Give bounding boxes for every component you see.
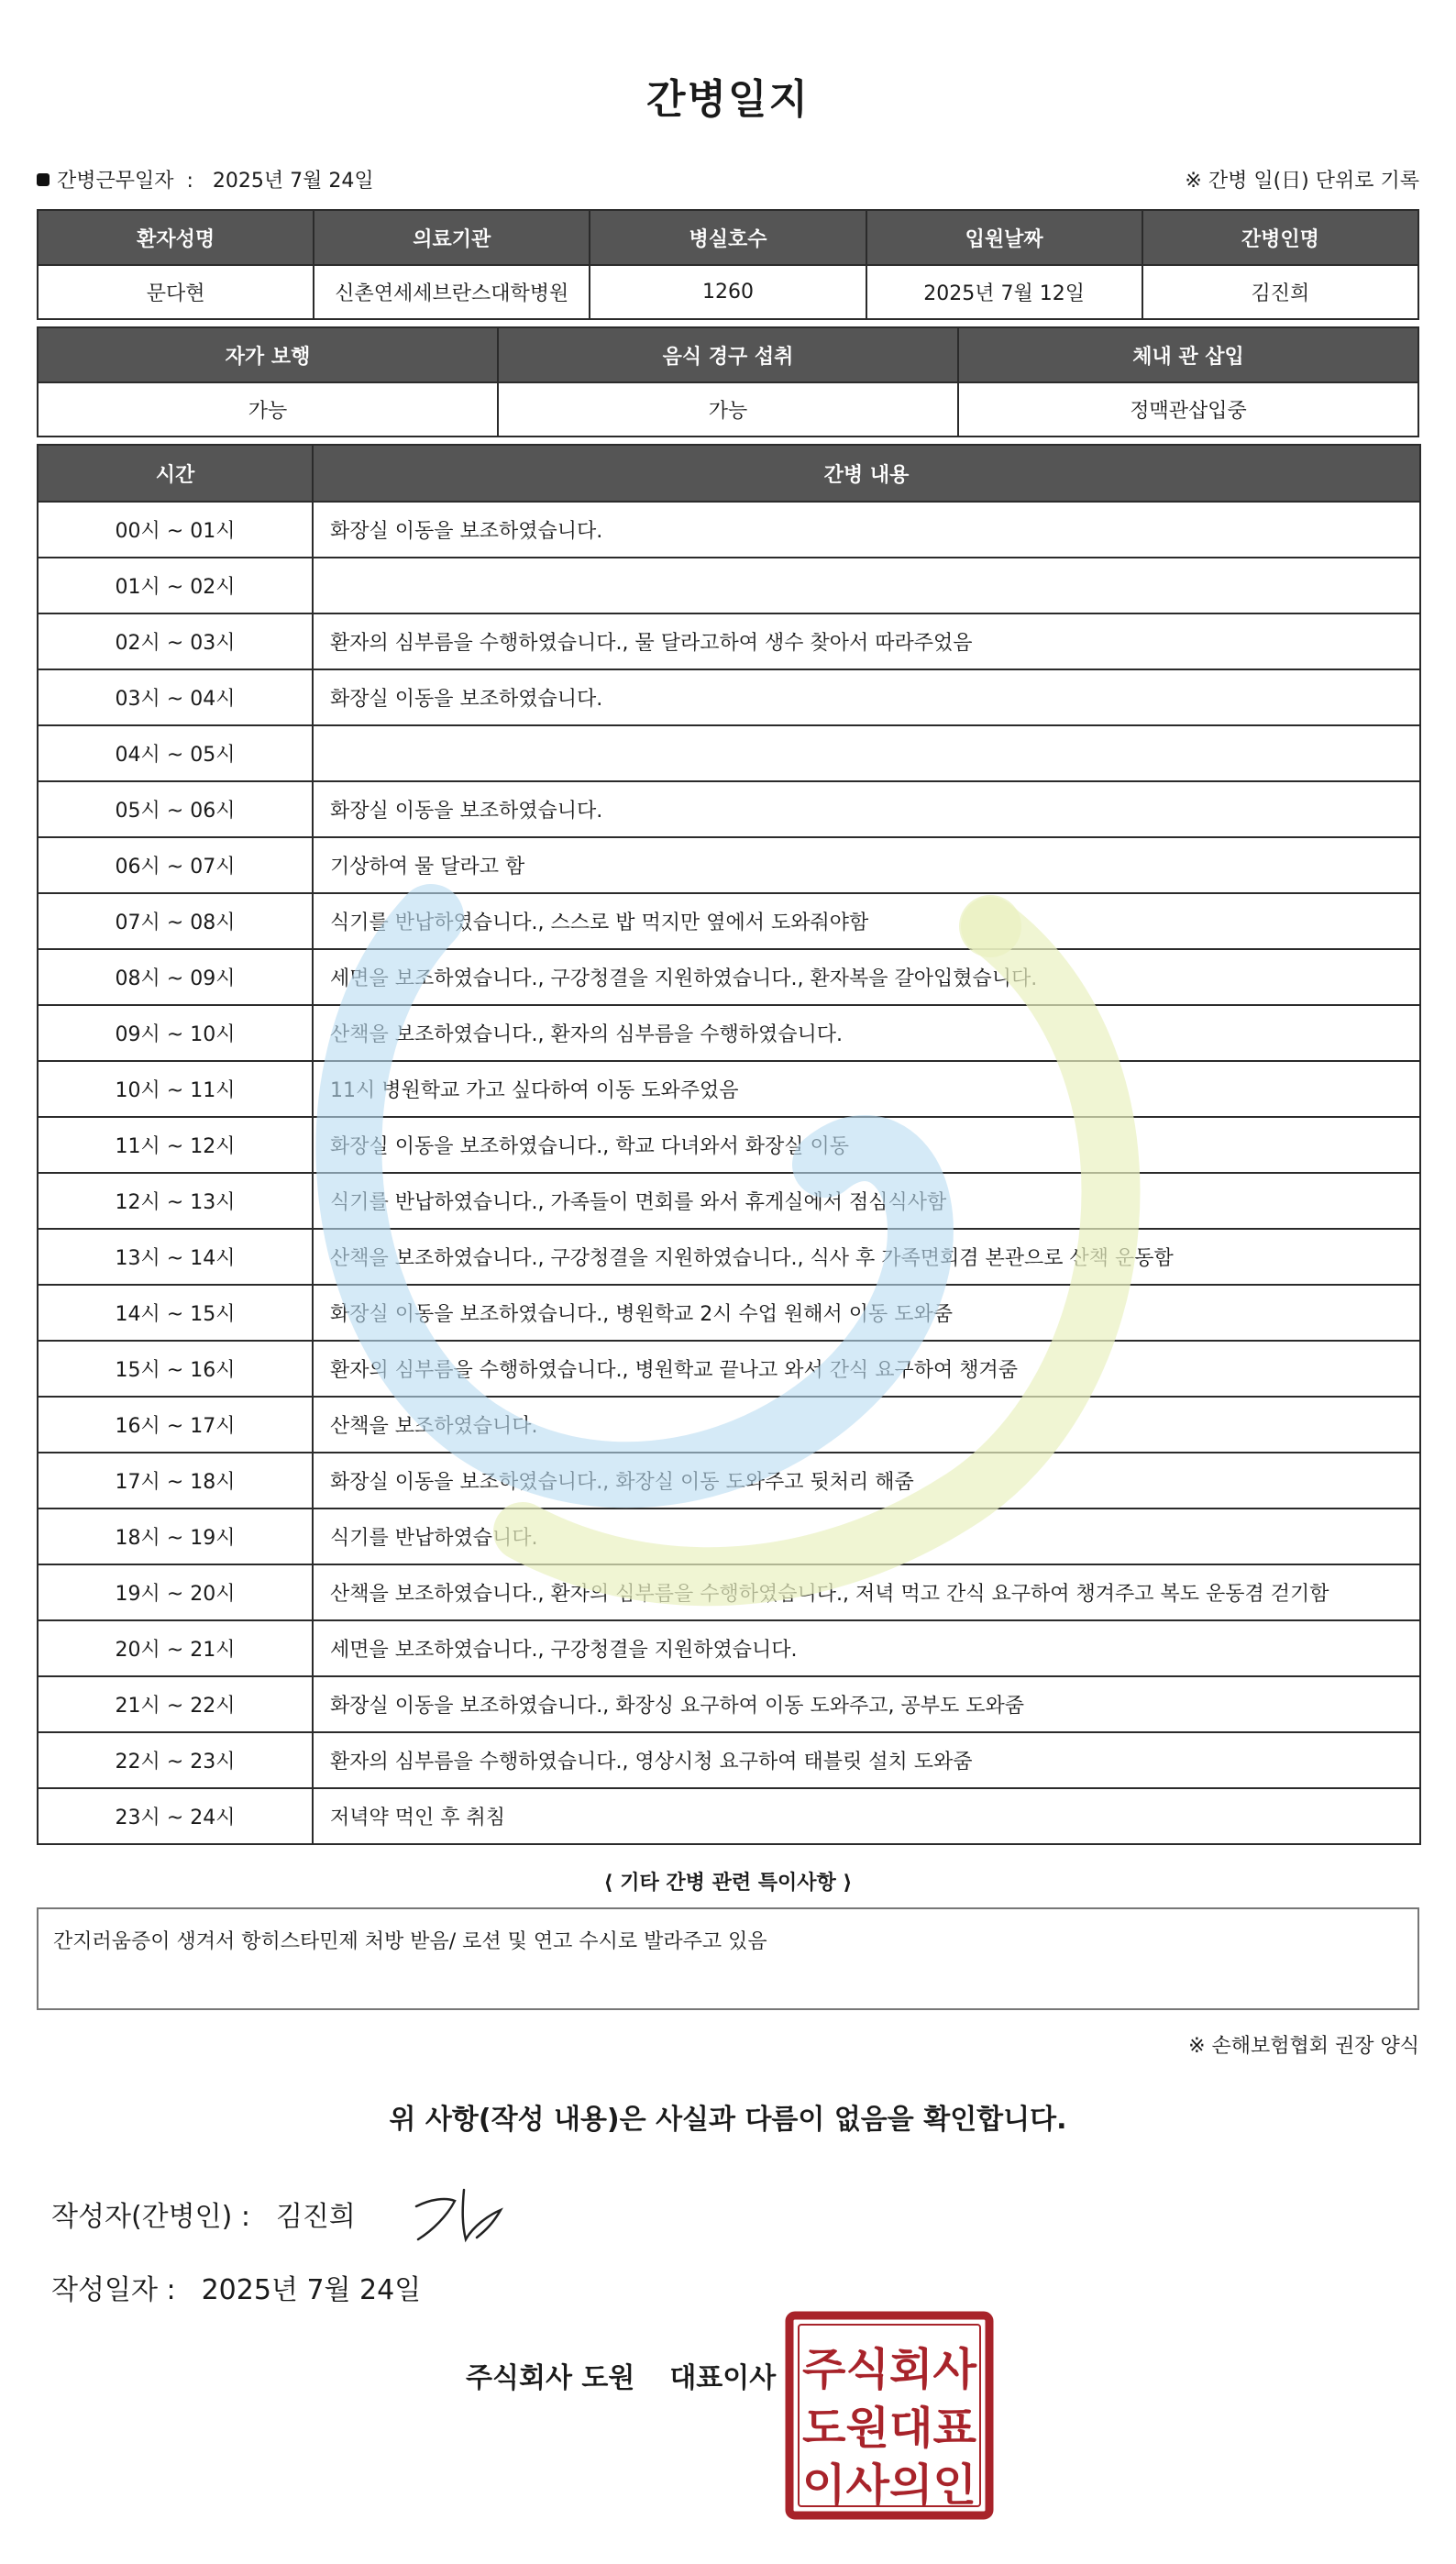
patient-name: 문다현: [38, 265, 314, 319]
table-row: [38, 1564, 1420, 1620]
log-content: 11시 병원학교 가고 싶다하여 이동 도와주었음: [313, 1061, 1420, 1117]
representative-title: 대표이사: [669, 2362, 777, 2394]
company-name: 주식회사 도원: [466, 2362, 635, 2394]
log-time: 02시 ~ 03시: [38, 613, 313, 669]
table-row: [38, 1341, 1420, 1397]
table-row: [38, 558, 1420, 613]
log-content: 화장실 이동을 보조하였습니다.: [313, 669, 1420, 725]
square-bullet-icon: [37, 173, 50, 186]
header-oral-intake: 음식 경구 섭취: [498, 327, 958, 382]
table-row: [38, 1117, 1420, 1173]
header-care-content: 간병 내용: [313, 445, 1420, 502]
table-row: [38, 613, 1420, 669]
log-content: 환자의 심부름을 수행하였습니다., 물 달라고하여 생수 찾아서 따라주었음: [313, 613, 1420, 669]
log-content: 화장실 이동을 보조하였습니다., 학교 다녀와서 화장실 이동: [313, 1117, 1420, 1173]
patient-value-row: [38, 265, 1418, 319]
header-room: 병실호수: [590, 210, 866, 265]
writer-name: 김진희: [275, 2201, 356, 2233]
table-row: [38, 1620, 1420, 1676]
log-content: 환자의 심부름을 수행하였습니다., 병원학교 끝나고 와서 간식 요구하여 챙겨줌: [313, 1341, 1420, 1397]
table-row: [38, 1453, 1420, 1509]
table-row: [38, 1285, 1420, 1341]
writing-date-line: [51, 2267, 421, 2307]
hospital-name: 신촌연세세브란스대학병원: [314, 265, 590, 319]
seal-line-1: 주식회사: [802, 2344, 977, 2395]
table-row: [38, 1229, 1420, 1285]
writer-line: [51, 2194, 356, 2234]
log-time: 05시 ~ 06시: [38, 781, 313, 837]
table-row: [38, 837, 1420, 893]
log-time: 04시 ~ 05시: [38, 725, 313, 781]
log-time: 09시 ~ 10시: [38, 1005, 313, 1061]
confirmation-statement: 위 사항(작성 내용)은 사실과 다름이 없음을 확인합니다.: [389, 2104, 1067, 2136]
walking-status: 가능: [38, 382, 498, 437]
log-content: 화장실 이동을 보조하였습니다.: [313, 781, 1420, 837]
log-time: 16시 ~ 17시: [38, 1397, 313, 1453]
table-row: [38, 781, 1420, 837]
log-content: 화장실 이동을 보조하였습니다., 화장싱 요구하여 이동 도와주고, 공부도 도와줌: [313, 1676, 1420, 1732]
log-time: 06시 ~ 07시: [38, 837, 313, 893]
log-time: 22시 ~ 23시: [38, 1732, 313, 1788]
header-tube: 체내 관 삽입: [958, 327, 1418, 382]
table-row: [38, 1005, 1420, 1061]
header-patient-name: 환자성명: [38, 210, 314, 265]
log-content: [313, 725, 1420, 781]
log-time: 10시 ~ 11시: [38, 1061, 313, 1117]
log-time: 17시 ~ 18시: [38, 1453, 313, 1509]
caregiver-name: 김진희: [1142, 265, 1418, 319]
special-notes-box: [37, 1907, 1419, 2010]
special-notes-text: 간지러움증이 생겨서 항히스타민제 처방 받음/ 로션 및 연고 수시로 발라주고 있음: [53, 1930, 767, 1953]
table-row: [38, 502, 1420, 558]
table-row: [38, 669, 1420, 725]
work-date-label: 간병근무일자: [57, 170, 174, 193]
special-notes-title: ⟨ 기타 간병 관련 특이사항 ⟩: [603, 1872, 853, 1895]
unit-note: ※ 간병 일(日) 단위로 기록: [1185, 170, 1419, 193]
hourly-log-table: [37, 444, 1421, 1845]
header-hospital: 의료기관: [314, 210, 590, 265]
log-content: 화장실 이동을 보조하였습니다.: [313, 502, 1420, 558]
log-time: 13시 ~ 14시: [38, 1229, 313, 1285]
log-content: 식기를 반납하였습니다., 가족들이 면회를 와서 휴게실에서 점심식사함: [313, 1173, 1420, 1229]
tube-status: 정맥관삽입중: [958, 382, 1418, 437]
log-content: 세면을 보조하였습니다., 구강청결을 지원하였습니다., 환자복을 갈아입혔습니다.: [313, 949, 1420, 1005]
log-content: 산책을 보조하였습니다., 구강청결을 지원하였습니다., 식사 후 가족면회겸 본관으로 산책 운동함: [313, 1229, 1420, 1285]
log-time: 03시 ~ 04시: [38, 669, 313, 725]
table-row: [38, 1061, 1420, 1117]
work-date: [37, 165, 374, 193]
log-time: 15시 ~ 16시: [38, 1341, 313, 1397]
log-time: 14시 ~ 15시: [38, 1285, 313, 1341]
form-source-note: ※ 손해보험협회 권장 양식: [1188, 2035, 1419, 2058]
log-time: 08시 ~ 09시: [38, 949, 313, 1005]
log-content: 화장실 이동을 보조하였습니다., 병원학교 2시 수업 원해서 이동 도와줌: [313, 1285, 1420, 1341]
admission-date: 2025년 7월 12일: [866, 265, 1142, 319]
patient-header-row: [38, 210, 1418, 265]
log-content: 환자의 심부름을 수행하였습니다., 영상시청 요구하여 태블릿 설치 도와줌: [313, 1732, 1420, 1788]
seal-line-3: 이사의인: [802, 2459, 976, 2511]
seal-line-2: 도원대표: [802, 2403, 977, 2454]
writing-date-value: 2025년 7월 24일: [201, 2274, 422, 2306]
log-content: 세면을 보조하였습니다., 구강청결을 지원하였습니다.: [313, 1620, 1420, 1676]
log-time: 19시 ~ 20시: [38, 1564, 313, 1620]
care-log-page: [37, 0, 1419, 2564]
patient-status-table: [37, 326, 1419, 437]
meta-row: [37, 165, 1419, 198]
page-title: 간병일지: [645, 76, 810, 123]
writer-label: 작성자(간병인) :: [51, 2201, 250, 2233]
writing-date-label: 작성일자 :: [51, 2274, 176, 2306]
log-time: 23시 ~ 24시: [38, 1788, 313, 1844]
log-time: 07시 ~ 08시: [38, 893, 313, 949]
log-content: [313, 558, 1420, 613]
table-row: [38, 1732, 1420, 1788]
log-time: 11시 ~ 12시: [38, 1117, 313, 1173]
log-content: 기상하여 물 달라고 함: [313, 837, 1420, 893]
log-content: 저녁약 먹인 후 취침: [313, 1788, 1420, 1844]
status-header-row: [38, 327, 1418, 382]
log-content: 산책을 보조하였습니다., 환자의 심부름을 수행하였습니다., 저녁 먹고 간식 요구하여 챙겨주고 복도 운동겸 걷기함: [313, 1564, 1420, 1620]
status-value-row: [38, 382, 1418, 437]
log-content: 식기를 반납하였습니다., 스스로 밥 먹지만 옆에서 도와줘야함: [313, 893, 1420, 949]
company-seal-stamp: [785, 2311, 994, 2520]
header-caregiver: 간병인명: [1142, 210, 1418, 265]
patient-info-table: [37, 209, 1419, 320]
table-row: [38, 1509, 1420, 1564]
log-content: 산책을 보조하였습니다.: [313, 1397, 1420, 1453]
table-row: [38, 1173, 1420, 1229]
log-header-row: [38, 445, 1420, 502]
header-time: 시간: [38, 445, 313, 502]
work-date-colon: :: [186, 170, 193, 193]
log-time: 20시 ~ 21시: [38, 1620, 313, 1676]
header-admission-date: 입원날짜: [866, 210, 1142, 265]
work-date-value: 2025년 7월 24일: [212, 170, 374, 193]
table-row: [38, 1397, 1420, 1453]
log-time: 21시 ~ 22시: [38, 1676, 313, 1732]
table-row: [38, 725, 1420, 781]
header-walking: 자가 보행: [38, 327, 498, 382]
table-row: [38, 1788, 1420, 1844]
log-time: 00시 ~ 01시: [38, 502, 313, 558]
log-time: 01시 ~ 02시: [38, 558, 313, 613]
table-row: [38, 1676, 1420, 1732]
handwritten-signature: [409, 2183, 510, 2247]
log-content: 산책을 보조하였습니다., 환자의 심부름을 수행하였습니다.: [313, 1005, 1420, 1061]
company-line: [466, 2355, 776, 2395]
log-time: 12시 ~ 13시: [38, 1173, 313, 1229]
table-row: [38, 949, 1420, 1005]
log-time: 18시 ~ 19시: [38, 1509, 313, 1564]
table-row: [38, 893, 1420, 949]
log-content: 식기를 반납하였습니다.: [313, 1509, 1420, 1564]
oral-intake-status: 가능: [498, 382, 958, 437]
room-number: 1260: [590, 265, 866, 319]
log-content: 화장실 이동을 보조하였습니다., 화장실 이동 도와주고 뒷처리 해줌: [313, 1453, 1420, 1509]
